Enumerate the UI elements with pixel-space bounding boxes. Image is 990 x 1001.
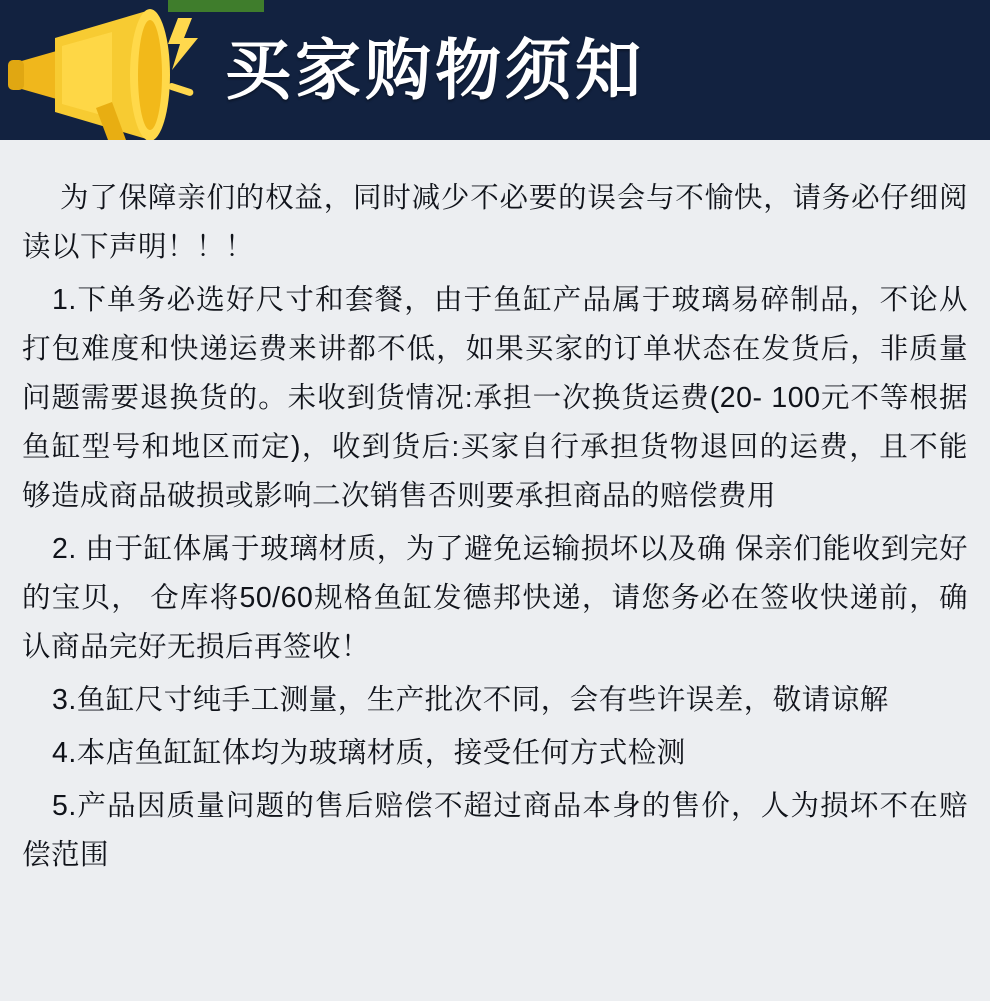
- notice-paragraph-3: 3.鱼缸尺寸纯手工测量，生产批次不同，会有些许误差，敬请谅解: [52, 684, 889, 717]
- notice-paragraph-4: 4.本店鱼缸缸体均为玻璃材质，接受任何方式检测: [52, 737, 686, 770]
- notice-paragraph-5: 5.产品因质量问题的售后赔偿不超过商品本身的售价，人为损坏不在赔偿范围: [22, 790, 968, 872]
- notice-body: [0, 140, 990, 880]
- notice-paragraph-1: 1.下单务必选好尺寸和套餐，由于鱼缸产品属于玻璃易碎制品，不论从打包难度和快递运费来讲都不低，如果买家的订单状态在发货后，非质量问题需要退换货的。未收到货情况:承担一次换货运费(20- 100元不等根据鱼缸型号和地区而定)，收到货后:买家自行承担货物退回的运费，且不能够造成商品破损或影响二次销售否则要承担商品的赔偿费用: [22, 284, 968, 513]
- megaphone-icon: [0, 0, 215, 140]
- page-header-banner: [0, 0, 990, 140]
- notice-paragraph-2: 2. 由于缸体属于玻璃材质，为了避免运输损坏以及确 保亲们能收到完好的宝贝， 仓库将50/60规格鱼缸发德邦快递，请您务必在签收快递前，确认商品完好无损后再签收！: [22, 533, 968, 664]
- page-title: 买家购物须知: [225, 33, 645, 107]
- decorative-green-sliver: [168, 0, 264, 12]
- notice-paragraph-intro: 为了保障亲们的权益，同时减少不必要的误会与不愉快，请务必仔细阅读以下声明！！！: [22, 182, 968, 264]
